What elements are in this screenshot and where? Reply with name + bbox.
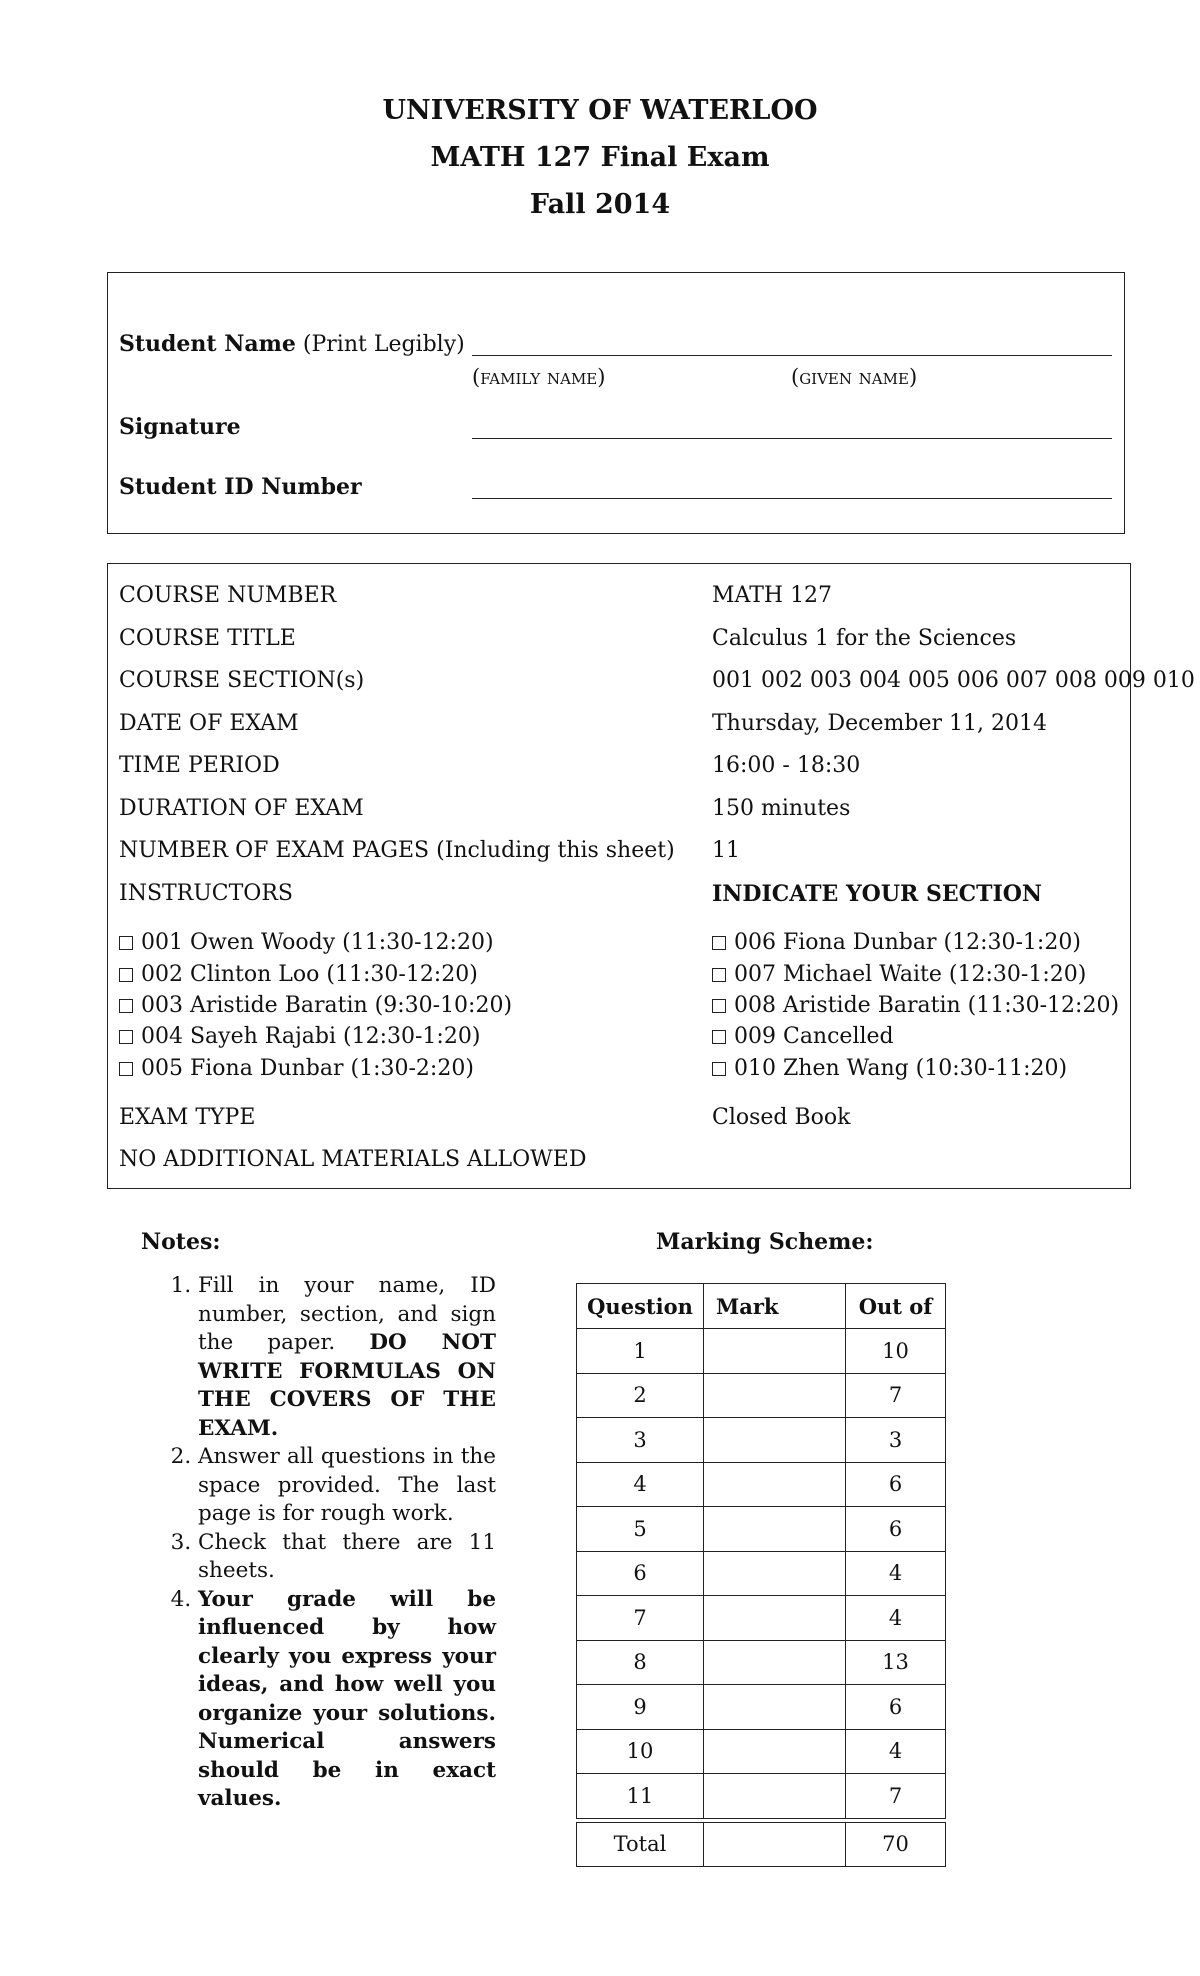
exam-title: MATH 127 Final Exam bbox=[430, 142, 770, 173]
table-row: 3 3 bbox=[577, 1418, 946, 1463]
course-info-box bbox=[107, 563, 1131, 1189]
section-option-007[interactable]: 007 Michael Waite (12:30-1:20) bbox=[712, 962, 1086, 987]
course-sections-label: COURSE SECTION(s) bbox=[119, 668, 365, 693]
checkbox-icon[interactable] bbox=[712, 936, 726, 950]
notes-list-container bbox=[166, 1272, 496, 1814]
total-label: Total bbox=[577, 1822, 704, 1867]
mark-header: Mark bbox=[704, 1284, 846, 1329]
notes-title: Notes: bbox=[141, 1229, 221, 1255]
table-row: 8 13 bbox=[577, 1640, 946, 1685]
table-row: 7 4 bbox=[577, 1596, 946, 1641]
table-row: 6 4 bbox=[577, 1551, 946, 1596]
table-row: 5 6 bbox=[577, 1507, 946, 1552]
mark-cell bbox=[704, 1551, 846, 1596]
exam-pages-label: NUMBER OF EXAM PAGES (Including this sheet) bbox=[119, 838, 675, 863]
time-period-value: 16:00 - 18:30 bbox=[712, 753, 861, 778]
signature-label: Signature bbox=[119, 414, 241, 440]
checkbox-icon[interactable] bbox=[119, 1062, 133, 1076]
course-sections-value: 001 002 003 004 005 006 007 008 009 010 bbox=[712, 668, 1195, 693]
question-header: Question bbox=[577, 1284, 704, 1329]
university-title: UNIVERSITY OF WATERLOO bbox=[382, 95, 818, 126]
student-name-hint: (Print Legibly) bbox=[302, 332, 465, 357]
note-item-2: 2. Answer all questions in the space provided. The last page is for rough work. bbox=[198, 1443, 496, 1529]
table-row: 11 7 bbox=[577, 1774, 946, 1819]
checkbox-icon[interactable] bbox=[712, 999, 726, 1013]
table-row: 2 7 bbox=[577, 1373, 946, 1418]
table-row: 1 10 bbox=[577, 1329, 946, 1374]
checkbox-icon[interactable] bbox=[119, 968, 133, 982]
materials-note: NO ADDITIONAL MATERIALS ALLOWED bbox=[119, 1147, 587, 1172]
family-name-caption: (family name) bbox=[472, 365, 606, 389]
mark-cell bbox=[704, 1596, 846, 1641]
mark-cell bbox=[704, 1329, 846, 1374]
section-option-009[interactable]: 009 Cancelled bbox=[712, 1024, 894, 1049]
total-mark-cell bbox=[704, 1822, 846, 1867]
total-row bbox=[577, 1822, 946, 1867]
table-row: 4 6 bbox=[577, 1462, 946, 1507]
duration-label: DURATION OF EXAM bbox=[119, 796, 364, 821]
section-option-008[interactable]: 008 Aristide Baratin (11:30-12:20) bbox=[712, 993, 1119, 1018]
mark-cell bbox=[704, 1418, 846, 1463]
mark-cell bbox=[704, 1507, 846, 1552]
table-row: 10 4 bbox=[577, 1729, 946, 1774]
student-id-label: Student ID Number bbox=[119, 474, 362, 500]
marking-scheme-title: Marking Scheme: bbox=[656, 1229, 874, 1255]
table-row: 9 6 bbox=[577, 1685, 946, 1730]
note-item-3: 3. Check that there are 11 sheets. bbox=[198, 1529, 496, 1586]
checkbox-icon[interactable] bbox=[119, 936, 133, 950]
marking-scheme-table bbox=[576, 1283, 946, 1867]
course-title-value: Calculus 1 for the Sciences bbox=[712, 626, 1017, 651]
mark-cell bbox=[704, 1774, 846, 1819]
total-value: 70 bbox=[846, 1822, 946, 1867]
course-number-value: MATH 127 bbox=[712, 583, 833, 608]
checkbox-icon[interactable] bbox=[712, 1062, 726, 1076]
mark-cell bbox=[704, 1462, 846, 1507]
student-name-row bbox=[119, 331, 465, 357]
section-option-010[interactable]: 010 Zhen Wang (10:30-11:20) bbox=[712, 1056, 1067, 1081]
instructors-label: INSTRUCTORS bbox=[119, 881, 293, 906]
indicate-section-label: INDICATE YOUR SECTION bbox=[712, 881, 1043, 907]
exam-type-value: Closed Book bbox=[712, 1105, 851, 1130]
table-header-row bbox=[577, 1284, 946, 1329]
mark-cell bbox=[704, 1685, 846, 1730]
mark-cell bbox=[704, 1640, 846, 1685]
notes-list bbox=[166, 1272, 496, 1814]
course-title-label: COURSE TITLE bbox=[119, 626, 296, 651]
exam-pages-value: 11 bbox=[712, 838, 740, 863]
checkbox-icon[interactable] bbox=[712, 968, 726, 982]
exam-term: Fall 2014 bbox=[529, 189, 671, 220]
signature-line[interactable] bbox=[472, 438, 1112, 439]
section-option-005[interactable]: 005 Fiona Dunbar (1:30-2:20) bbox=[119, 1056, 474, 1081]
exam-type-label: EXAM TYPE bbox=[119, 1105, 256, 1130]
out-of-header: Out of bbox=[846, 1284, 946, 1329]
section-option-004[interactable]: 004 Sayeh Rajabi (12:30-1:20) bbox=[119, 1024, 480, 1049]
duration-value: 150 minutes bbox=[712, 796, 851, 821]
mark-cell bbox=[704, 1729, 846, 1774]
given-name-caption: (given name) bbox=[791, 365, 918, 389]
note-item-4: 4. Your grade will be influenced by how clearly you express your ideas, and how well you organize your solutions. Numerical answers should be in exact values. bbox=[198, 1586, 496, 1814]
mark-cell bbox=[704, 1373, 846, 1418]
checkbox-icon[interactable] bbox=[119, 1030, 133, 1044]
section-option-002[interactable]: 002 Clinton Loo (11:30-12:20) bbox=[119, 962, 478, 987]
student-name-line[interactable] bbox=[472, 355, 1112, 356]
student-name-label: Student Name bbox=[119, 331, 296, 357]
section-option-006[interactable]: 006 Fiona Dunbar (12:30-1:20) bbox=[712, 930, 1081, 955]
exam-date-label: DATE OF EXAM bbox=[119, 711, 299, 736]
section-option-001[interactable]: 001 Owen Woody (11:30-12:20) bbox=[119, 930, 494, 955]
note-item-1: 1. Fill in your name, ID number, section, and sign the paper. DO NOT WRITE FORMULAS ON THE COVERS OF THE EXAM. bbox=[198, 1272, 496, 1443]
checkbox-icon[interactable] bbox=[712, 1030, 726, 1044]
time-period-label: TIME PERIOD bbox=[119, 753, 280, 778]
exam-date-value: Thursday, December 11, 2014 bbox=[712, 711, 1047, 736]
course-number-label: COURSE NUMBER bbox=[119, 583, 337, 608]
student-id-line[interactable] bbox=[472, 498, 1112, 499]
section-option-003[interactable]: 003 Aristide Baratin (9:30-10:20) bbox=[119, 993, 512, 1018]
checkbox-icon[interactable] bbox=[119, 999, 133, 1013]
